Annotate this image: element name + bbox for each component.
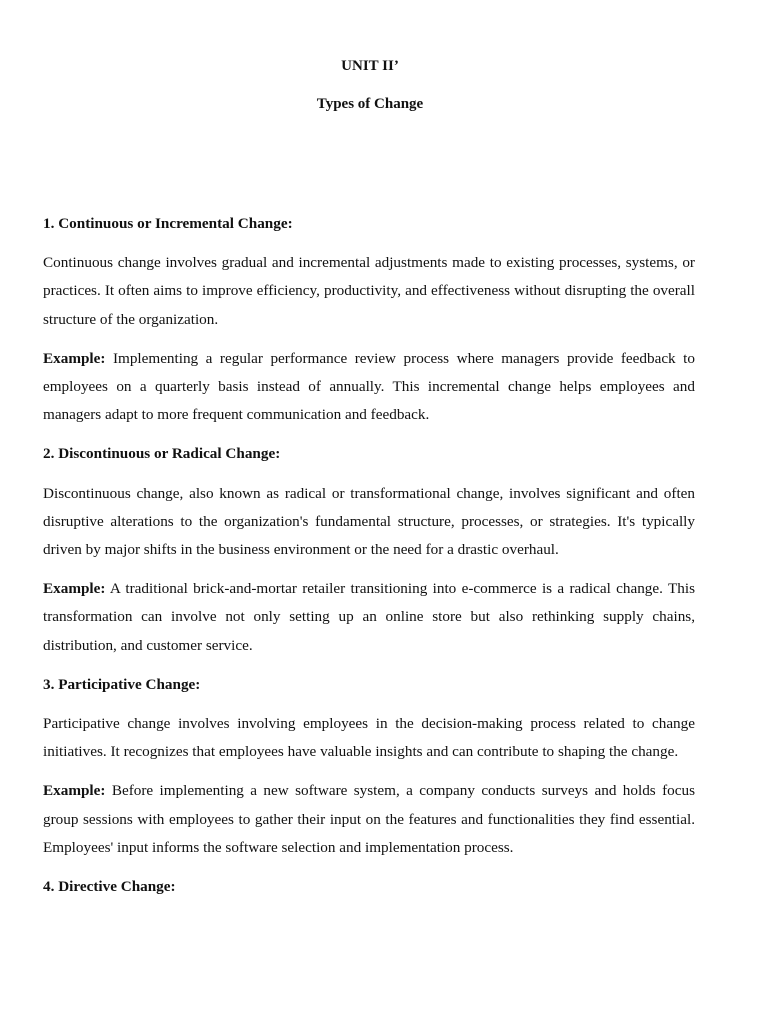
document-body bbox=[43, 210, 695, 912]
page-title: Types of Change bbox=[316, 96, 424, 112]
section-heading-radical-change: 2. Discontinuous or Radical Change: bbox=[43, 445, 281, 463]
section-heading-directive-change: 4. Directive Change: bbox=[43, 878, 176, 896]
example-text: Before implementing a new software system, a company conducts surveys and holds focus group sessions with employees to gather their input on the features and functionalities they find essential. Employees' input informs the software selection and implementation process. bbox=[43, 782, 695, 856]
section-description-participative-change: Participative change involves involving employees in the decision-making process related to change initiatives. It recognizes that employees have valuable insights and can contribute to shaping the change. bbox=[43, 715, 695, 761]
example-text: Implementing a regular performance review process where managers provide feedback to employees on a quarterly basis instead of annually. This incremental change helps employees and managers adapt to more frequent communication and feedback. bbox=[43, 349, 695, 424]
example-text: A traditional brick-and-mortar retailer transitioning into e-commerce is a radical change. This transformation can involve not only setting up an online store but also rethinking supply chains, distribution, and customer service. bbox=[43, 580, 695, 654]
unit-title: UNIT II’ bbox=[341, 58, 399, 74]
section-example-radical-change bbox=[43, 575, 695, 660]
section-heading-continuous-change: 1. Continuous or Incremental Change: bbox=[43, 215, 293, 232]
section-example-continuous-change bbox=[43, 345, 695, 430]
section-heading-participative-change: 3. Participative Change: bbox=[43, 675, 201, 693]
example-label: Example: bbox=[43, 349, 106, 367]
section-description-continuous-change: Continuous change involves gradual and incremental adjustments made to existing processes, systems, or practices. It often aims to improve efficiency, productivity, and effectiveness without disrupting the overall structure of the organization. bbox=[43, 254, 695, 328]
section-example-participative-change bbox=[43, 777, 695, 862]
section-description-radical-change: Discontinuous change, also known as radical or transformational change, involves significant and often disruptive alterations to the organization's fundamental structure, processes, or strategies. It's typically driven by major shifts in the business environment or the need for a drastic overhaul. bbox=[43, 484, 695, 559]
example-label: Example: bbox=[43, 580, 106, 598]
example-label: Example: bbox=[43, 782, 106, 800]
